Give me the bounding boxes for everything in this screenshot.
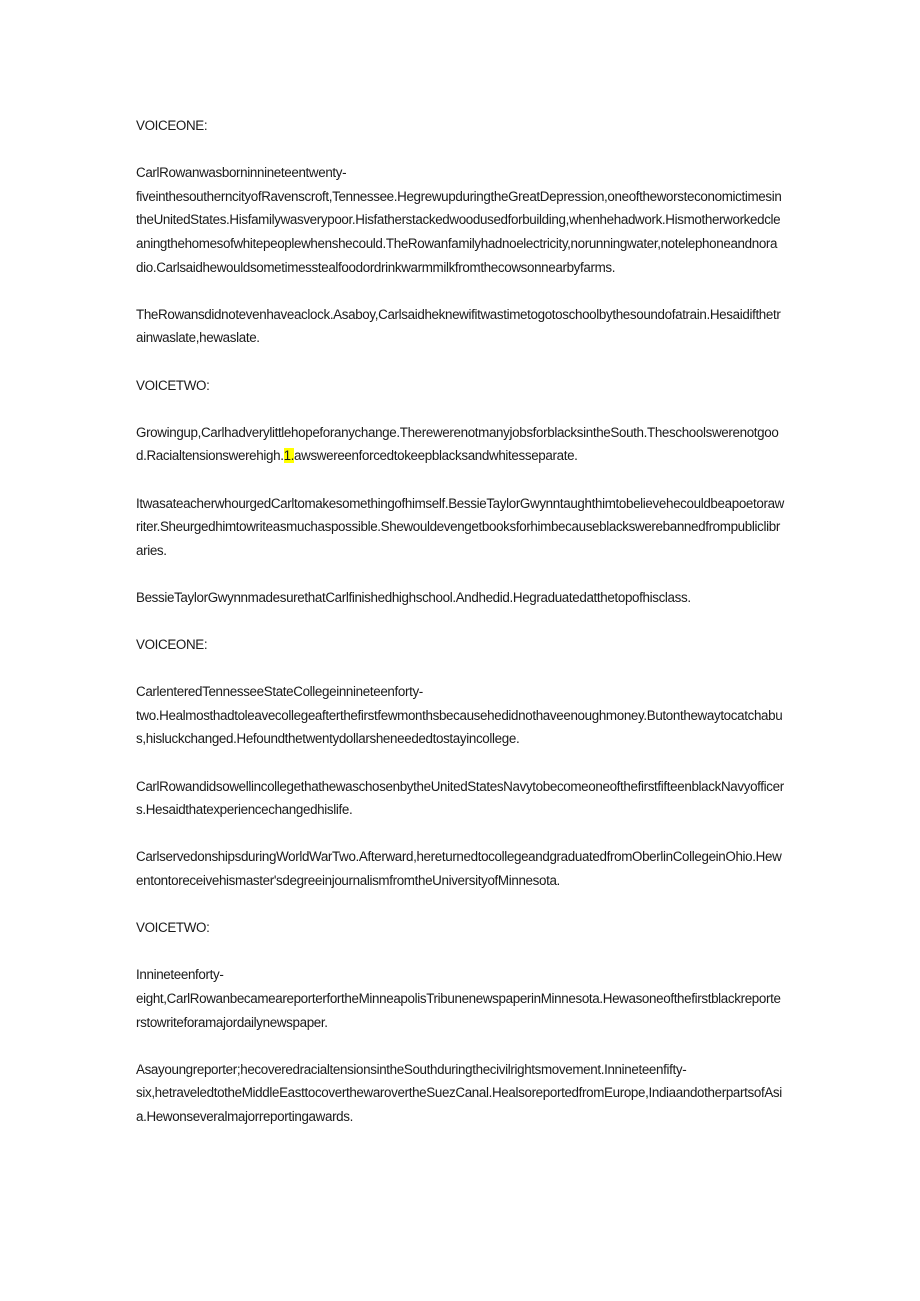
speaker-label: VOICETWO: (136, 920, 210, 936)
document-page (136, 114, 784, 1152)
paragraph-text: fiveinthesoutherncityofRavenscroft,Tennessee.HegrewupduringtheGreatDepression,oneoftheworsteconomictimesintheUnitedStates.Hisfamilywasverypoor.Hisfatherstackedwoodusedforbuilding,whenhehadwork.Hismotherworkedcleaningthehomesofwhitepeoplewhenshecould.TheRowanfamilyhadnoelectricity,norunningwater,notelephoneandnoradio.Carlsaidhewouldsometimesstealfoodordrinkwarmmilkfromthecowsonnearbyfarms. (136, 188, 782, 275)
speaker-label: VOICEONE: (136, 118, 208, 133)
highlighted-marker: 1. (283, 448, 295, 464)
body-paragraph (136, 963, 784, 1034)
paragraph-text: Growingup,Carlhadverylittlehopeforanychange.TherewerenotmanyjobsforblacksintheSouth.Theschoolswerenotgood.Racialtensionswerehigh. (136, 424, 779, 464)
body-paragraph: CarlRowandidsowellincollegethathewaschosenbytheUnitedStatesNavytobecomeoneofthefirstfifteenblackNavyofficers.Hesaidthatexperiencechangedhislife. (136, 778, 784, 818)
paragraph-text: Asayoungreporter;hecoveredracialtensionsintheSouthduringthecivilrightsmovement.Innineteenfifty- (136, 1061, 687, 1077)
body-paragraph (136, 421, 784, 468)
speaker-label: VOICETWO: (136, 377, 210, 393)
body-paragraph: TheRowansdidnotevenhaveaclock.Asaboy,Carlsaidheknewifitwastimetogotoschoolbythesoundofatrain.Hesaidifthetrainwaslate,hewaslate. (136, 306, 781, 346)
paragraph-line: Innineteenforty- (136, 967, 224, 983)
body-paragraph: BessieTaylorGwynnmadesurethatCarlfinishedhighschool.Andhedid.Hegraduatedatthetopofhisclass. (136, 589, 691, 605)
paragraph-text: two.Healmosthadtoleavecollegeafterthefirstfewmonthsbecausehedidnothaveenoughmoney.Butonthewaytocatchabus,hisluckchanged.Hefoundthetwentydollarsheneededtostayincollege. (136, 707, 783, 747)
paragraph-text: awswereenforcedtokeepblacksandwhitesseparate. (294, 448, 578, 464)
paragraph-line: CarlRowanwasborninnineteentwenty- (136, 165, 347, 181)
speaker-label: VOICEONE: (136, 637, 208, 653)
body-paragraph (136, 1058, 784, 1129)
body-paragraph (136, 161, 784, 279)
body-paragraph: ItwasateacherwhourgedCarltomakesomethingofhimself.BessieTaylorGwynntaughthimtobelievehecouldbeapoetorawriter.Sheurgedhimtowriteasmuchaspossible.Shewouldevengetbooksforhimbecauseblackswerebannedfrompubliclibraries. (136, 495, 785, 558)
paragraph-text: six,hetraveledtotheMiddleEasttocoverthewarovertheSuezCanal.HealsoreportedfromEurope,IndiaandotherpartsofAsia.Hewonseveralmajorreportingawards. (136, 1085, 782, 1124)
body-paragraph: CarlservedonshipsduringWorldWarTwo.Afterward,hereturnedtocollegeandgraduatedfromOberlinCollegeinOhio.Hewentontoreceivehismaster'sdegreeinjournalismfromtheUniversityofMinnesota. (136, 849, 782, 888)
paragraph-text: eight,CarlRowanbecameareporterfortheMinneapolisTribunenewspaperinMinnesota.Hewasoneofthefirstblackreporterstowriteforamajordailynewspaper. (136, 990, 781, 1030)
body-paragraph (136, 680, 784, 751)
paragraph-line: CarlenteredTennesseeStateCollegeinnineteenforty- (136, 684, 423, 700)
